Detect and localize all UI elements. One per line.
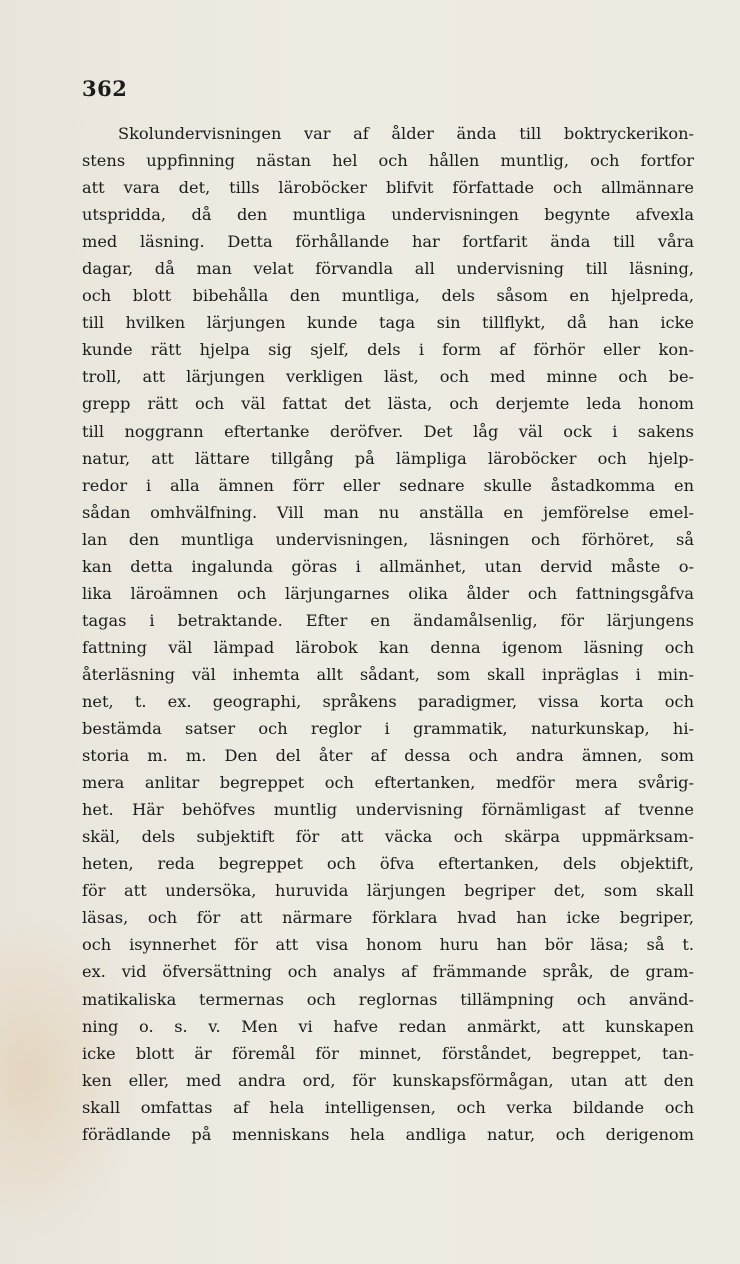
text-line: dagar, då man velat förvandla all undervisning till läsning, bbox=[82, 259, 694, 279]
text-line: grepp rätt och väl fattat det lästa, och derjemte leda honom bbox=[82, 394, 694, 414]
text-line: ex. vid öfversättning och analys af främmande språk, de gram- bbox=[82, 962, 694, 982]
text-line: stens uppfinning nästan hel och hållen muntlig, och fortfor bbox=[82, 151, 694, 171]
text-line: återläsning väl inhemta allt sådant, som skall inpräglas i min- bbox=[82, 664, 694, 684]
text-line: het. Här behöfves muntlig undervisning förnämligast af tvenne bbox=[82, 800, 694, 820]
text-line: skäl, dels subjektift för att väcka och skärpa uppmärksam- bbox=[82, 827, 694, 847]
text-line: tagas i betraktande. Efter en ändamålsenlig, för lärjungens bbox=[82, 610, 694, 630]
text-line: skall omfattas af hela intelligensen, och verka bildande och bbox=[82, 1097, 694, 1117]
text-line: och isynnerhet för att visa honom huru han bör läsa; så t. bbox=[82, 935, 694, 955]
text-line: troll, att lärjungen verkligen läst, och med minne och be- bbox=[82, 367, 694, 387]
text-line: att vara det, tills läroböcker blifvit författade och allmännare bbox=[82, 178, 694, 198]
page-number: 362 bbox=[82, 76, 128, 101]
text-line: heten, reda begreppet och öfva eftertanken, dels objektift, bbox=[82, 854, 694, 874]
text-line: matikaliska termernas och reglornas tillämpning och använd- bbox=[82, 989, 694, 1009]
text-line: sådan omhvälfning. Vill man nu anställa en jemförelse emel- bbox=[82, 502, 694, 522]
text-line: med läsning. Detta förhållande har fortfarit ända till våra bbox=[82, 232, 694, 252]
text-line: ken eller, med andra ord, för kunskapsförmågan, utan att den bbox=[82, 1070, 694, 1090]
text-line: redor i alla ämnen förr eller sednare skulle åstadkomma en bbox=[82, 475, 694, 495]
text-line: ning o. s. v. Men vi hafve redan anmärkt, att kunskapen bbox=[82, 1016, 694, 1036]
text-line: icke blott är föremål för minnet, förståndet, begreppet, tan- bbox=[82, 1043, 694, 1063]
text-line: lika läroämnen och lärjungarnes olika ålder och fattningsgåfva bbox=[82, 583, 694, 603]
text-line: kan detta ingalunda göras i allmänhet, utan dervid måste o- bbox=[82, 556, 694, 576]
text-line: net, t. ex. geographi, språkens paradigmer, vissa korta och bbox=[82, 691, 694, 711]
text-line: natur, att lättare tillgång på lämpliga läroböcker och hjelp- bbox=[82, 448, 694, 468]
text-line: till noggrann eftertanke deröfver. Det låg väl ock i sakens bbox=[82, 421, 694, 441]
text-line: bestämda satser och reglor i grammatik, naturkunskap, hi- bbox=[82, 719, 694, 739]
text-line: läsas, och för att närmare förklara hvad han icke begriper, bbox=[82, 908, 694, 928]
text-line: och blott bibehålla den muntliga, dels såsom en hjelpreda, bbox=[82, 286, 694, 306]
text-line: kunde rätt hjelpa sig sjelf, dels i form af förhör eller kon- bbox=[82, 340, 694, 360]
text-line: storia m. m. Den del åter af dessa och andra ämnen, som bbox=[82, 746, 694, 766]
text-line: mera anlitar begreppet och eftertanken, medför mera svårig- bbox=[82, 773, 694, 793]
text-line: för att undersöka, huruvida lärjungen begriper det, som skall bbox=[82, 881, 694, 901]
text-line: Skolundervisningen var af ålder ända till boktryckerikon- bbox=[118, 124, 694, 143]
text-line: lan den muntliga undervisningen, läsningen och förhöret, så bbox=[82, 529, 694, 549]
text-line: fattning väl lämpad lärobok kan denna igenom läsning och bbox=[82, 637, 694, 657]
text-line: utspridda, då den muntliga undervisningen begynte afvexla bbox=[82, 205, 694, 225]
body-text bbox=[82, 120, 694, 1148]
text-line: förädlande på menniskans hela andliga natur, och derigenom bbox=[82, 1124, 694, 1144]
text-line: till hvilken lärjungen kunde taga sin tillflykt, då han icke bbox=[82, 313, 694, 333]
